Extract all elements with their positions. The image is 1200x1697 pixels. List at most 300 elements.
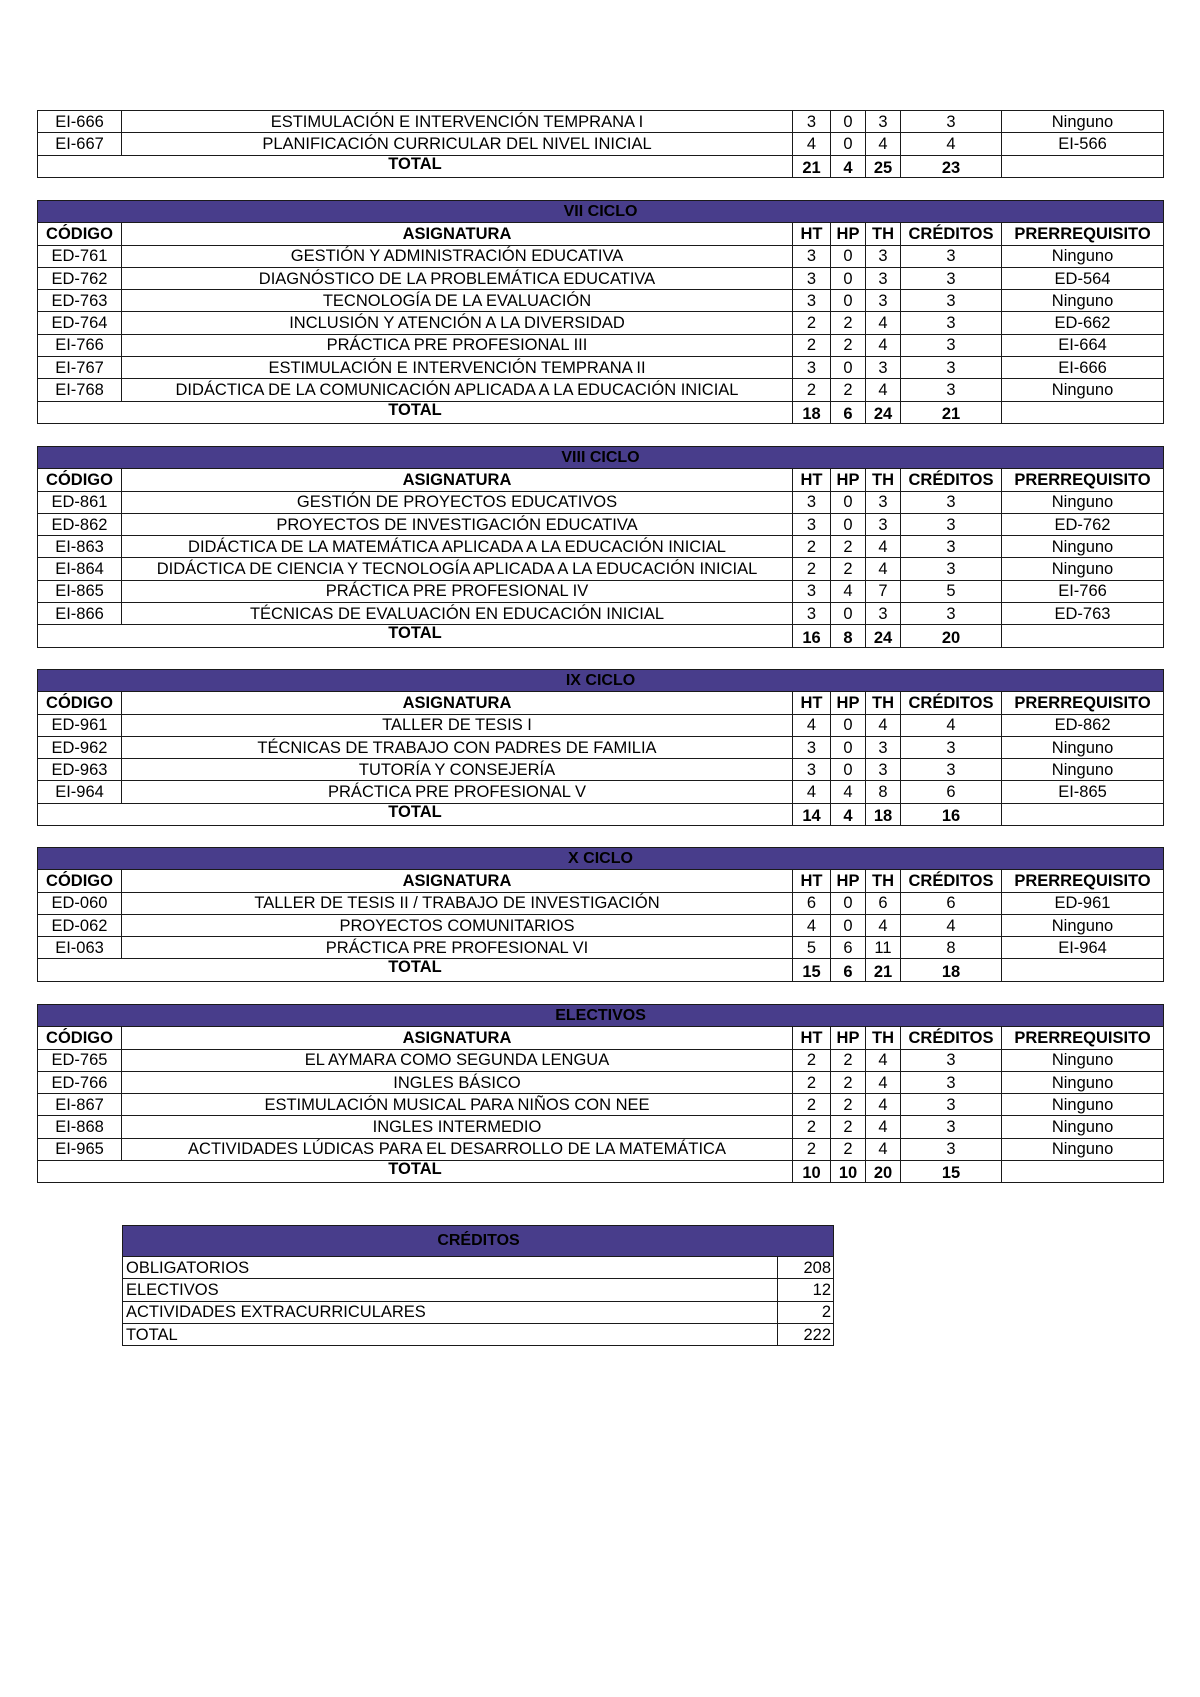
cell-ht: 4 bbox=[793, 914, 831, 936]
total-ht: 16 bbox=[793, 625, 831, 647]
cell-code: ED-764 bbox=[38, 312, 122, 334]
total-th: 18 bbox=[866, 803, 901, 825]
cell-hp: 2 bbox=[831, 1071, 866, 1093]
table-row bbox=[38, 1094, 1164, 1116]
cell-subject: DIDÁCTICA DE LA COMUNICACIÓN APLICADA A LA EDUCACIÓN INICIAL bbox=[122, 379, 793, 401]
cell-code: ED-060 bbox=[38, 892, 122, 914]
cell-code: EI-063 bbox=[38, 937, 122, 959]
cell-th: 4 bbox=[866, 1138, 901, 1160]
cell-subject: DIDÁCTICA DE LA MATEMÁTICA APLICADA A LA EDUCACIÓN INICIAL bbox=[122, 536, 793, 558]
cell-prereq: Ninguno bbox=[1002, 1071, 1164, 1093]
cell-code: EI-768 bbox=[38, 379, 122, 401]
cell-prereq: ED-564 bbox=[1002, 267, 1164, 289]
table-row bbox=[38, 714, 1164, 736]
cell-code: EI-767 bbox=[38, 357, 122, 379]
cell-code: EI-766 bbox=[38, 334, 122, 356]
column-header-credits: CRÉDITOS bbox=[901, 469, 1002, 491]
cell-subject: INGLES BÁSICO bbox=[122, 1071, 793, 1093]
cell-credits: 3 bbox=[901, 759, 1002, 781]
column-header-prereq: PRERREQUISITO bbox=[1002, 1027, 1164, 1049]
cell-th: 3 bbox=[866, 513, 901, 535]
cell-subject: TÉCNICAS DE TRABAJO CON PADRES DE FAMILIA bbox=[122, 736, 793, 758]
cell-subject: ESTIMULACIÓN MUSICAL PARA NIÑOS CON NEE bbox=[122, 1094, 793, 1116]
cell-code: EI-868 bbox=[38, 1116, 122, 1138]
column-header-code: CÓDIGO bbox=[38, 223, 122, 245]
credits-label: ELECTIVOS bbox=[123, 1279, 778, 1301]
cell-subject: PRÁCTICA PRE PROFESIONAL IV bbox=[122, 580, 793, 602]
cell-prereq: ED-961 bbox=[1002, 892, 1164, 914]
cell-prereq: Ninguno bbox=[1002, 290, 1164, 312]
cell-code: EI-667 bbox=[38, 133, 122, 155]
cell-hp: 0 bbox=[831, 290, 866, 312]
total-credits: 15 bbox=[901, 1161, 1002, 1183]
credits-label: OBLIGATORIOS bbox=[123, 1257, 778, 1279]
cell-hp: 2 bbox=[831, 1049, 866, 1071]
cell-code: ED-761 bbox=[38, 245, 122, 267]
cell-credits: 3 bbox=[901, 536, 1002, 558]
cell-code: ED-961 bbox=[38, 714, 122, 736]
cell-hp: 2 bbox=[831, 1116, 866, 1138]
cell-th: 4 bbox=[866, 914, 901, 936]
cell-prereq: EI-666 bbox=[1002, 357, 1164, 379]
cell-code: EI-866 bbox=[38, 603, 122, 625]
credits-summary-title: CRÉDITOS bbox=[123, 1226, 834, 1257]
column-header-hp: HP bbox=[831, 469, 866, 491]
table-row bbox=[38, 379, 1164, 401]
column-header-hp: HP bbox=[831, 223, 866, 245]
cell-code: ED-765 bbox=[38, 1049, 122, 1071]
cell-ht: 3 bbox=[793, 357, 831, 379]
total-hp: 6 bbox=[831, 959, 866, 981]
total-prereq-empty bbox=[1002, 959, 1164, 981]
total-ht: 21 bbox=[793, 155, 831, 177]
cell-credits: 3 bbox=[901, 111, 1002, 133]
total-ht: 15 bbox=[793, 959, 831, 981]
cell-subject: PRÁCTICA PRE PROFESIONAL V bbox=[122, 781, 793, 803]
cell-credits: 4 bbox=[901, 914, 1002, 936]
cell-ht: 3 bbox=[793, 759, 831, 781]
table-row bbox=[38, 245, 1164, 267]
total-ht: 14 bbox=[793, 803, 831, 825]
total-ht: 18 bbox=[793, 401, 831, 423]
total-ht: 10 bbox=[793, 1161, 831, 1183]
total-label: TOTAL bbox=[38, 1161, 793, 1183]
column-header-hp: HP bbox=[831, 870, 866, 892]
cell-subject: EL AYMARA COMO SEGUNDA LENGUA bbox=[122, 1049, 793, 1071]
cell-ht: 6 bbox=[793, 892, 831, 914]
cell-th: 4 bbox=[866, 1116, 901, 1138]
cell-code: ED-762 bbox=[38, 267, 122, 289]
cell-prereq: ED-762 bbox=[1002, 513, 1164, 535]
cell-hp: 0 bbox=[831, 133, 866, 155]
cell-code: ED-062 bbox=[38, 914, 122, 936]
cell-th: 8 bbox=[866, 781, 901, 803]
table-row bbox=[38, 290, 1164, 312]
cell-ht: 3 bbox=[793, 290, 831, 312]
total-prereq-empty bbox=[1002, 401, 1164, 423]
credits-label: TOTAL bbox=[123, 1323, 778, 1345]
cell-credits: 3 bbox=[901, 290, 1002, 312]
cell-code: ED-963 bbox=[38, 759, 122, 781]
credits-value: 12 bbox=[778, 1279, 834, 1301]
cycle-table bbox=[37, 200, 1164, 424]
column-header-credits: CRÉDITOS bbox=[901, 223, 1002, 245]
column-header-ht: HT bbox=[793, 223, 831, 245]
cycle-table bbox=[37, 847, 1164, 982]
cell-ht: 3 bbox=[793, 513, 831, 535]
cell-prereq: Ninguno bbox=[1002, 491, 1164, 513]
cell-prereq: Ninguno bbox=[1002, 1094, 1164, 1116]
total-hp: 8 bbox=[831, 625, 866, 647]
cell-subject: TUTORÍA Y CONSEJERÍA bbox=[122, 759, 793, 781]
total-prereq-empty bbox=[1002, 625, 1164, 647]
table-row bbox=[38, 357, 1164, 379]
cell-code: EI-666 bbox=[38, 111, 122, 133]
cell-hp: 0 bbox=[831, 491, 866, 513]
cell-th: 4 bbox=[866, 334, 901, 356]
cell-subject: DIAGNÓSTICO DE LA PROBLEMÁTICA EDUCATIVA bbox=[122, 267, 793, 289]
cell-code: ED-861 bbox=[38, 491, 122, 513]
column-header-subject: ASIGNATURA bbox=[122, 223, 793, 245]
total-label: TOTAL bbox=[38, 401, 793, 423]
cell-hp: 0 bbox=[831, 759, 866, 781]
cell-th: 11 bbox=[866, 937, 901, 959]
column-header-credits: CRÉDITOS bbox=[901, 870, 1002, 892]
cell-credits: 6 bbox=[901, 781, 1002, 803]
table-row bbox=[38, 759, 1164, 781]
table-row bbox=[38, 1071, 1164, 1093]
total-row bbox=[38, 401, 1164, 423]
table-row bbox=[38, 267, 1164, 289]
cell-code: EI-864 bbox=[38, 558, 122, 580]
cell-subject: GESTIÓN Y ADMINISTRACIÓN EDUCATIVA bbox=[122, 245, 793, 267]
total-row bbox=[38, 1161, 1164, 1183]
table-row bbox=[38, 491, 1164, 513]
cell-hp: 0 bbox=[831, 914, 866, 936]
cell-ht: 3 bbox=[793, 245, 831, 267]
column-header-code: CÓDIGO bbox=[38, 1027, 122, 1049]
table-row bbox=[38, 580, 1164, 602]
cell-th: 4 bbox=[866, 312, 901, 334]
cell-hp: 0 bbox=[831, 267, 866, 289]
cell-subject: TECNOLOGÍA DE LA EVALUACIÓN bbox=[122, 290, 793, 312]
cell-credits: 3 bbox=[901, 603, 1002, 625]
cell-ht: 4 bbox=[793, 133, 831, 155]
cell-ht: 3 bbox=[793, 267, 831, 289]
column-header-ht: HT bbox=[793, 469, 831, 491]
cell-ht: 2 bbox=[793, 1049, 831, 1071]
column-header-hp: HP bbox=[831, 1027, 866, 1049]
total-row bbox=[38, 155, 1164, 177]
cell-credits: 3 bbox=[901, 513, 1002, 535]
total-credits: 20 bbox=[901, 625, 1002, 647]
cell-code: ED-766 bbox=[38, 1071, 122, 1093]
column-header-credits: CRÉDITOS bbox=[901, 1027, 1002, 1049]
table-row bbox=[38, 312, 1164, 334]
table-row bbox=[38, 1116, 1164, 1138]
cell-credits: 3 bbox=[901, 558, 1002, 580]
cell-prereq: EI-964 bbox=[1002, 937, 1164, 959]
cycle-table bbox=[37, 1004, 1164, 1183]
table-row bbox=[38, 334, 1164, 356]
cell-ht: 4 bbox=[793, 714, 831, 736]
cycle-table bbox=[37, 669, 1164, 826]
cell-ht: 2 bbox=[793, 536, 831, 558]
cell-hp: 6 bbox=[831, 937, 866, 959]
cell-ht: 3 bbox=[793, 491, 831, 513]
table-row bbox=[38, 736, 1164, 758]
cell-hp: 4 bbox=[831, 580, 866, 602]
cell-credits: 4 bbox=[901, 133, 1002, 155]
cell-th: 3 bbox=[866, 290, 901, 312]
cell-code: ED-962 bbox=[38, 736, 122, 758]
cycle-title: VIII CICLO bbox=[38, 447, 1164, 469]
total-prereq-empty bbox=[1002, 155, 1164, 177]
cell-prereq: EI-766 bbox=[1002, 580, 1164, 602]
total-prereq-empty bbox=[1002, 1161, 1164, 1183]
cell-th: 4 bbox=[866, 1071, 901, 1093]
column-header-prereq: PRERREQUISITO bbox=[1002, 692, 1164, 714]
table-row bbox=[38, 1049, 1164, 1071]
cell-th: 3 bbox=[866, 736, 901, 758]
total-label: TOTAL bbox=[38, 625, 793, 647]
cell-credits: 3 bbox=[901, 334, 1002, 356]
total-credits: 23 bbox=[901, 155, 1002, 177]
table-row bbox=[38, 937, 1164, 959]
column-header-prereq: PRERREQUISITO bbox=[1002, 469, 1164, 491]
cell-hp: 2 bbox=[831, 1138, 866, 1160]
cell-th: 3 bbox=[866, 603, 901, 625]
cell-code: EI-867 bbox=[38, 1094, 122, 1116]
table-row bbox=[38, 603, 1164, 625]
cell-hp: 0 bbox=[831, 736, 866, 758]
cycle-title: X CICLO bbox=[38, 848, 1164, 870]
cell-subject: PROYECTOS DE INVESTIGACIÓN EDUCATIVA bbox=[122, 513, 793, 535]
cell-ht: 3 bbox=[793, 580, 831, 602]
cell-ht: 3 bbox=[793, 111, 831, 133]
total-credits: 21 bbox=[901, 401, 1002, 423]
cell-ht: 2 bbox=[793, 1116, 831, 1138]
cell-code: EI-863 bbox=[38, 536, 122, 558]
column-header-th: TH bbox=[866, 870, 901, 892]
total-th: 24 bbox=[866, 401, 901, 423]
cell-hp: 4 bbox=[831, 781, 866, 803]
cell-credits: 3 bbox=[901, 379, 1002, 401]
cell-ht: 2 bbox=[793, 558, 831, 580]
cell-prereq: Ninguno bbox=[1002, 536, 1164, 558]
column-header-subject: ASIGNATURA bbox=[122, 692, 793, 714]
cell-th: 4 bbox=[866, 1049, 901, 1071]
total-th: 21 bbox=[866, 959, 901, 981]
cell-credits: 3 bbox=[901, 491, 1002, 513]
total-credits: 18 bbox=[901, 959, 1002, 981]
cell-hp: 2 bbox=[831, 379, 866, 401]
cycle-table bbox=[37, 110, 1164, 178]
credits-summary-table bbox=[122, 1225, 834, 1346]
column-header-ht: HT bbox=[793, 692, 831, 714]
cell-credits: 3 bbox=[901, 1094, 1002, 1116]
total-prereq-empty bbox=[1002, 803, 1164, 825]
cell-subject: TÉCNICAS DE EVALUACIÓN EN EDUCACIÓN INICIAL bbox=[122, 603, 793, 625]
cell-hp: 0 bbox=[831, 513, 866, 535]
cell-credits: 3 bbox=[901, 1049, 1002, 1071]
cycle-title: VII CICLO bbox=[38, 201, 1164, 223]
total-th: 20 bbox=[866, 1161, 901, 1183]
cell-prereq: Ninguno bbox=[1002, 1116, 1164, 1138]
cell-subject: TALLER DE TESIS I bbox=[122, 714, 793, 736]
cell-credits: 3 bbox=[901, 267, 1002, 289]
cell-subject: TALLER DE TESIS II / TRABAJO DE INVESTIGACIÓN bbox=[122, 892, 793, 914]
cell-code: EI-964 bbox=[38, 781, 122, 803]
column-header-code: CÓDIGO bbox=[38, 469, 122, 491]
column-header-prereq: PRERREQUISITO bbox=[1002, 223, 1164, 245]
cell-hp: 0 bbox=[831, 714, 866, 736]
table-row bbox=[38, 892, 1164, 914]
column-header-th: TH bbox=[866, 692, 901, 714]
cell-credits: 8 bbox=[901, 937, 1002, 959]
cell-ht: 3 bbox=[793, 603, 831, 625]
total-hp: 10 bbox=[831, 1161, 866, 1183]
cell-th: 4 bbox=[866, 536, 901, 558]
total-hp: 4 bbox=[831, 155, 866, 177]
cell-code: ED-862 bbox=[38, 513, 122, 535]
table-row bbox=[38, 1138, 1164, 1160]
cell-prereq: Ninguno bbox=[1002, 914, 1164, 936]
cell-ht: 2 bbox=[793, 1138, 831, 1160]
cell-hp: 0 bbox=[831, 111, 866, 133]
cell-hp: 0 bbox=[831, 357, 866, 379]
cell-hp: 2 bbox=[831, 536, 866, 558]
credits-value: 2 bbox=[778, 1301, 834, 1323]
total-row bbox=[38, 625, 1164, 647]
cell-prereq: Ninguno bbox=[1002, 736, 1164, 758]
cell-subject: PRÁCTICA PRE PROFESIONAL VI bbox=[122, 937, 793, 959]
total-label: TOTAL bbox=[38, 803, 793, 825]
cell-prereq: EI-566 bbox=[1002, 133, 1164, 155]
total-th: 25 bbox=[866, 155, 901, 177]
cell-hp: 2 bbox=[831, 558, 866, 580]
column-header-subject: ASIGNATURA bbox=[122, 469, 793, 491]
column-header-th: TH bbox=[866, 469, 901, 491]
cell-prereq: Ninguno bbox=[1002, 558, 1164, 580]
cell-subject: ESTIMULACIÓN E INTERVENCIÓN TEMPRANA I bbox=[122, 111, 793, 133]
column-header-ht: HT bbox=[793, 1027, 831, 1049]
column-header-code: CÓDIGO bbox=[38, 692, 122, 714]
column-header-hp: HP bbox=[831, 692, 866, 714]
cell-prereq: Ninguno bbox=[1002, 1138, 1164, 1160]
cell-th: 3 bbox=[866, 357, 901, 379]
cell-th: 3 bbox=[866, 245, 901, 267]
credits-value: 208 bbox=[778, 1257, 834, 1279]
cell-prereq: ED-862 bbox=[1002, 714, 1164, 736]
cell-ht: 2 bbox=[793, 334, 831, 356]
cell-code: ED-763 bbox=[38, 290, 122, 312]
table-row bbox=[38, 558, 1164, 580]
cycle-title: ELECTIVOS bbox=[38, 1005, 1164, 1027]
total-label: TOTAL bbox=[38, 155, 793, 177]
column-header-credits: CRÉDITOS bbox=[901, 692, 1002, 714]
cell-hp: 0 bbox=[831, 603, 866, 625]
total-row bbox=[38, 959, 1164, 981]
cell-th: 4 bbox=[866, 379, 901, 401]
cell-subject: INGLES INTERMEDIO bbox=[122, 1116, 793, 1138]
cell-prereq: EI-664 bbox=[1002, 334, 1164, 356]
credits-value: 222 bbox=[778, 1323, 834, 1345]
cell-credits: 3 bbox=[901, 1138, 1002, 1160]
column-header-subject: ASIGNATURA bbox=[122, 870, 793, 892]
cell-subject: ESTIMULACIÓN E INTERVENCIÓN TEMPRANA II bbox=[122, 357, 793, 379]
cell-subject: DIDÁCTICA DE CIENCIA Y TECNOLOGÍA APLICADA A LA EDUCACIÓN INICIAL bbox=[122, 558, 793, 580]
cell-th: 4 bbox=[866, 1094, 901, 1116]
cell-th: 3 bbox=[866, 491, 901, 513]
cell-ht: 2 bbox=[793, 312, 831, 334]
cell-hp: 0 bbox=[831, 892, 866, 914]
cell-subject: PLANIFICACIÓN CURRICULAR DEL NIVEL INICIAL bbox=[122, 133, 793, 155]
cell-prereq: ED-662 bbox=[1002, 312, 1164, 334]
cell-th: 3 bbox=[866, 267, 901, 289]
cell-credits: 6 bbox=[901, 892, 1002, 914]
total-label: TOTAL bbox=[38, 959, 793, 981]
total-credits: 16 bbox=[901, 803, 1002, 825]
cell-ht: 4 bbox=[793, 781, 831, 803]
cell-prereq: Ninguno bbox=[1002, 759, 1164, 781]
cell-hp: 2 bbox=[831, 312, 866, 334]
cell-th: 4 bbox=[866, 558, 901, 580]
cell-credits: 3 bbox=[901, 736, 1002, 758]
cell-ht: 2 bbox=[793, 1071, 831, 1093]
cell-th: 4 bbox=[866, 714, 901, 736]
credits-label: ACTIVIDADES EXTRACURRICULARES bbox=[123, 1301, 778, 1323]
cell-th: 6 bbox=[866, 892, 901, 914]
cell-hp: 2 bbox=[831, 1094, 866, 1116]
table-row bbox=[38, 111, 1164, 133]
cell-credits: 3 bbox=[901, 312, 1002, 334]
cell-code: EI-865 bbox=[38, 580, 122, 602]
column-header-ht: HT bbox=[793, 870, 831, 892]
cell-prereq: EI-865 bbox=[1002, 781, 1164, 803]
cell-ht: 5 bbox=[793, 937, 831, 959]
cell-hp: 2 bbox=[831, 334, 866, 356]
table-row bbox=[38, 781, 1164, 803]
cell-credits: 3 bbox=[901, 1116, 1002, 1138]
cell-credits: 5 bbox=[901, 580, 1002, 602]
cell-prereq: ED-763 bbox=[1002, 603, 1164, 625]
cell-subject: ACTIVIDADES LÚDICAS PARA EL DESARROLLO DE LA MATEMÁTICA bbox=[122, 1138, 793, 1160]
total-hp: 6 bbox=[831, 401, 866, 423]
cell-th: 3 bbox=[866, 111, 901, 133]
cell-th: 4 bbox=[866, 133, 901, 155]
cell-th: 7 bbox=[866, 580, 901, 602]
cycle-title: IX CICLO bbox=[38, 670, 1164, 692]
column-header-th: TH bbox=[866, 223, 901, 245]
column-header-prereq: PRERREQUISITO bbox=[1002, 870, 1164, 892]
cell-th: 3 bbox=[866, 759, 901, 781]
cell-code: EI-965 bbox=[38, 1138, 122, 1160]
cell-credits: 4 bbox=[901, 714, 1002, 736]
table-row bbox=[38, 513, 1164, 535]
column-header-th: TH bbox=[866, 1027, 901, 1049]
cell-prereq: Ninguno bbox=[1002, 111, 1164, 133]
column-header-subject: ASIGNATURA bbox=[122, 1027, 793, 1049]
cell-prereq: Ninguno bbox=[1002, 245, 1164, 267]
cell-prereq: Ninguno bbox=[1002, 379, 1164, 401]
cell-prereq: Ninguno bbox=[1002, 1049, 1164, 1071]
table-row bbox=[38, 536, 1164, 558]
column-header-code: CÓDIGO bbox=[38, 870, 122, 892]
cell-ht: 2 bbox=[793, 1094, 831, 1116]
cell-ht: 3 bbox=[793, 736, 831, 758]
table-row bbox=[38, 914, 1164, 936]
